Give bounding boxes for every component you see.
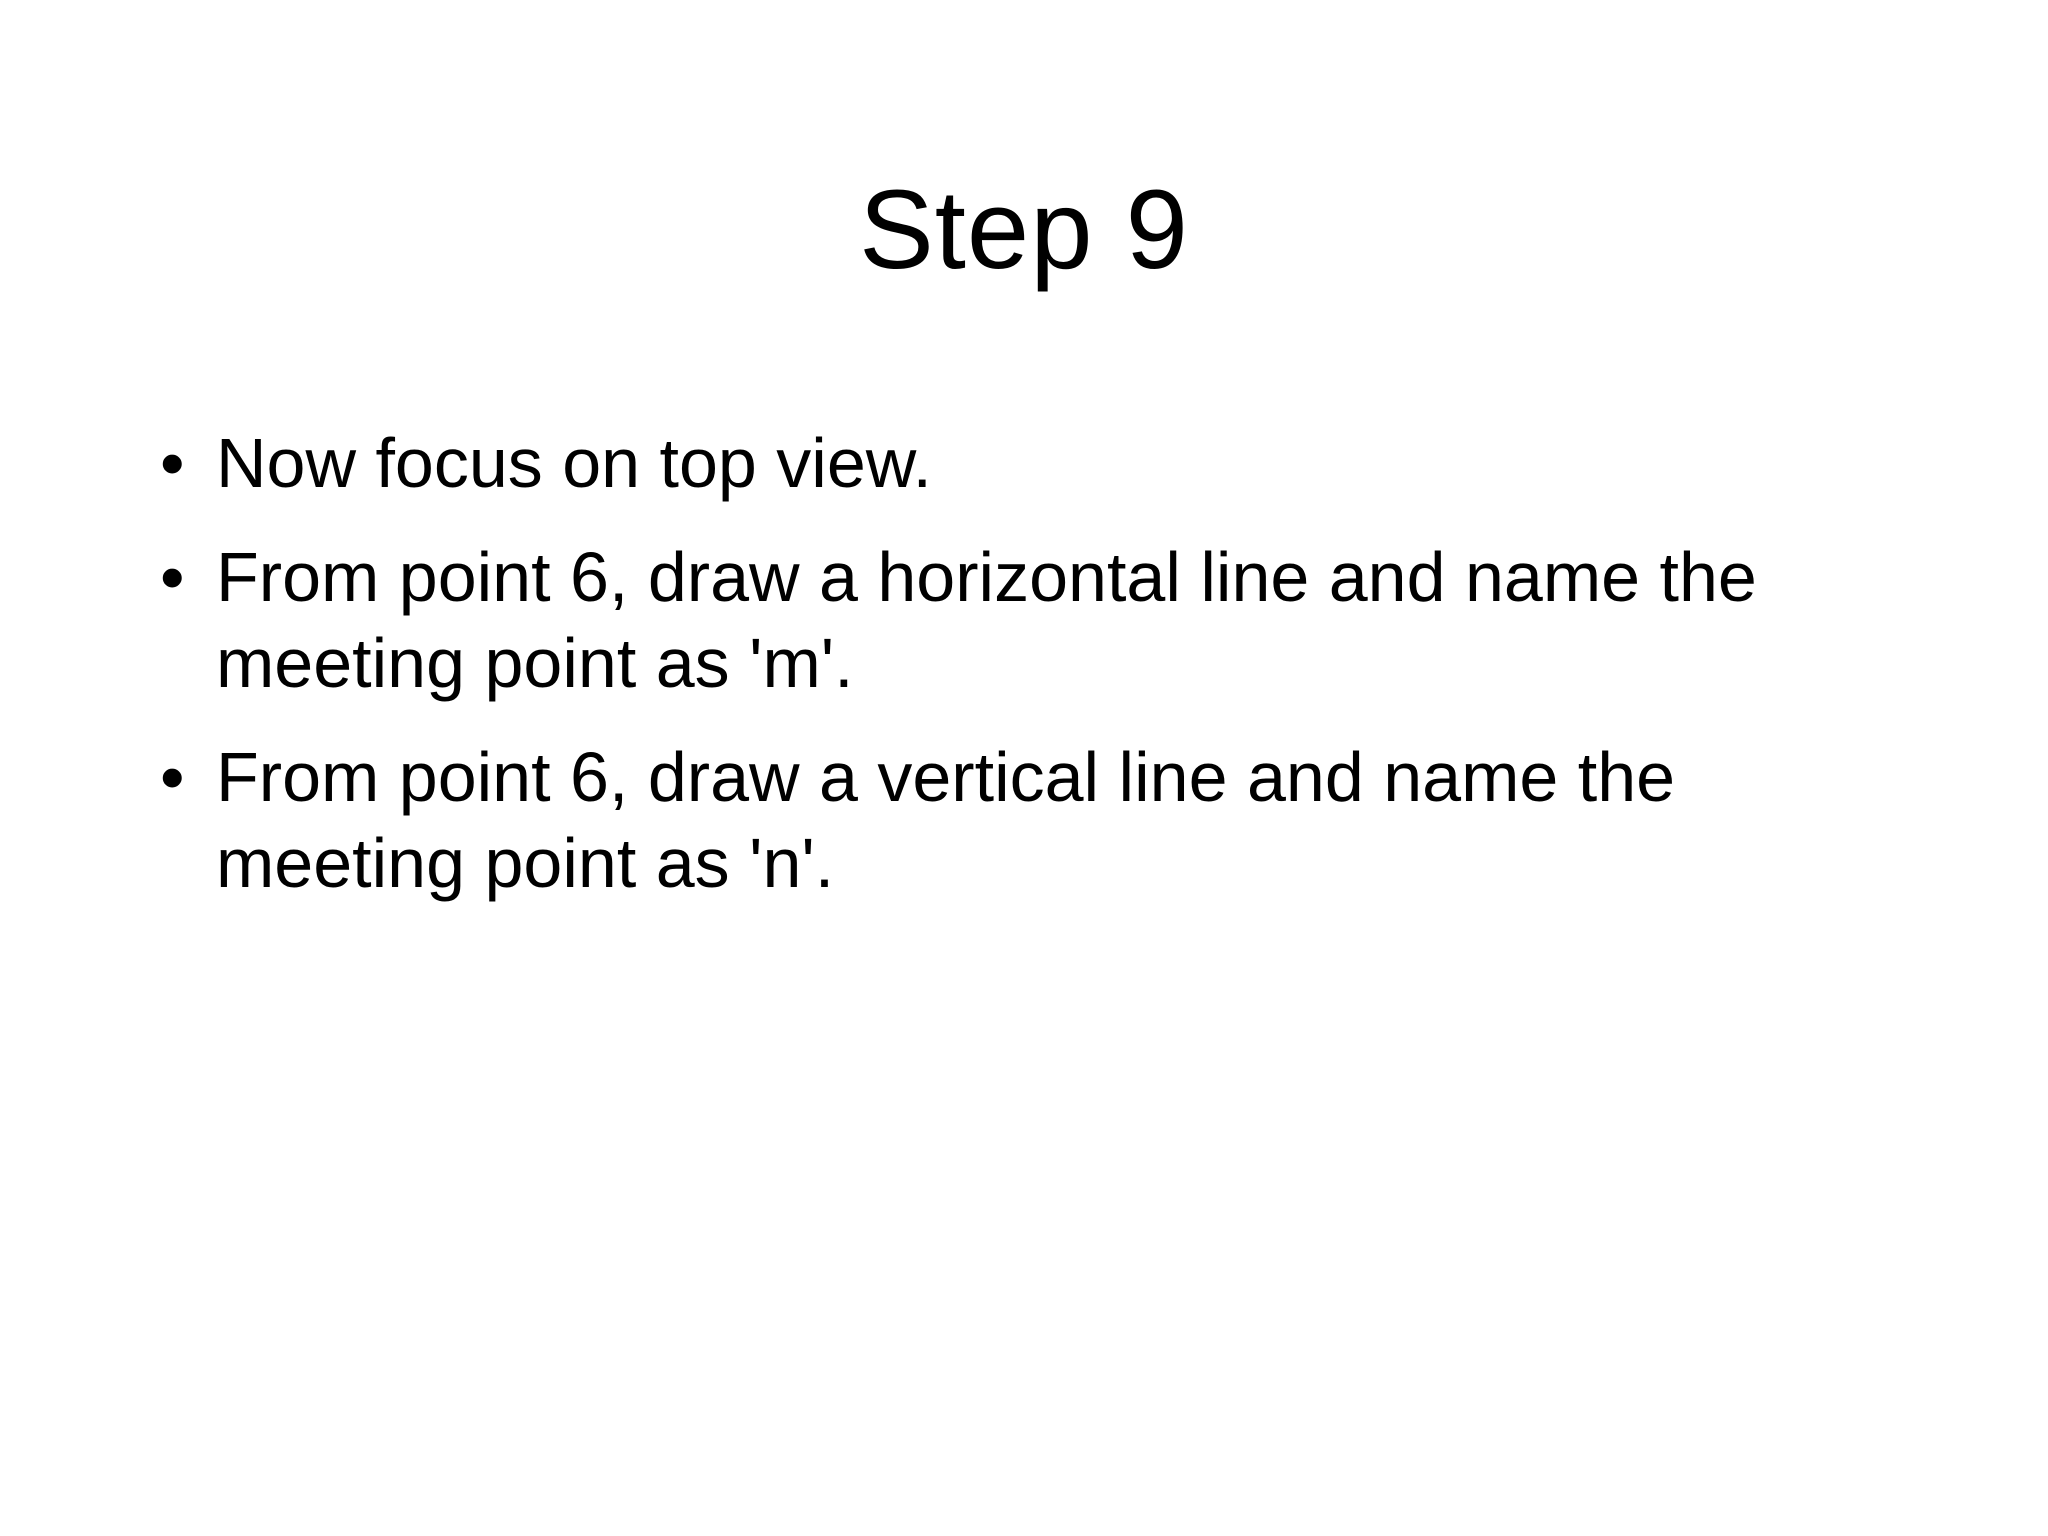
bullet-list [160, 420, 1920, 934]
bullet-item [160, 420, 1920, 506]
bullet-dot-icon: • [160, 738, 185, 816]
bullet-text: From point 6, draw a vertical line and name the meeting point as 'n'. [216, 738, 1676, 902]
bullet-item [160, 534, 1920, 706]
bullet-text: From point 6, draw a horizontal line and name the meeting point as 'm'. [216, 538, 1757, 702]
bullet-text: Now focus on top view. [216, 424, 932, 502]
bullet-dot-icon: • [160, 538, 185, 616]
slide-title: Step 9 [859, 167, 1189, 292]
bullet-dot-icon: • [160, 424, 185, 502]
bullet-item [160, 734, 1920, 906]
